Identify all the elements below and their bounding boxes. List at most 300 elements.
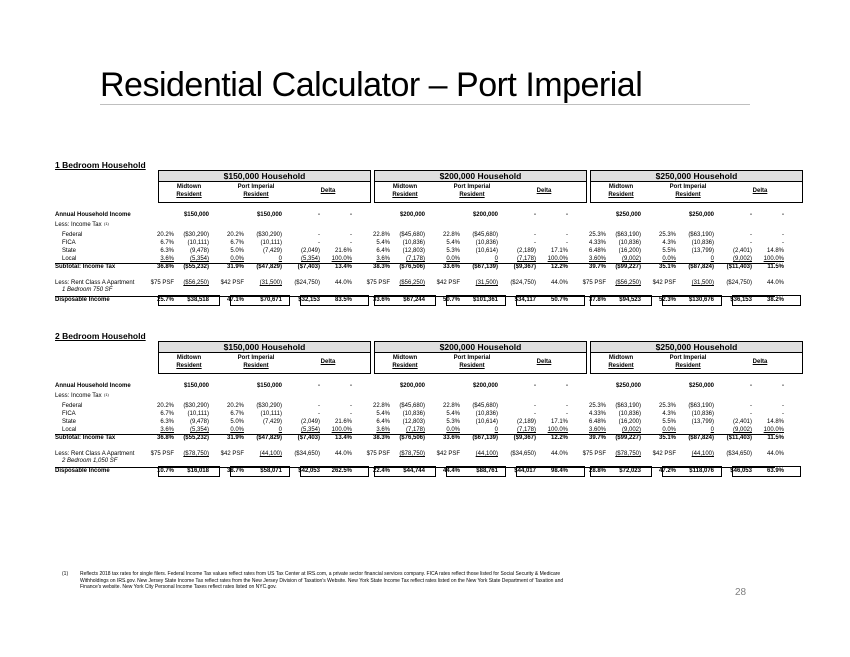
table-cell-local: 0.0% [662, 256, 676, 262]
table-cell-federal: - [782, 403, 784, 409]
table-cell-fica: 6.7% [160, 411, 174, 417]
table-cell-federal: ($63,190) [688, 232, 714, 238]
table-cell-state: 6.3% [160, 419, 174, 425]
table-cell-federal: - [318, 403, 320, 409]
table-cell-subtotal: ($87,824) [688, 435, 714, 441]
table-cell-state: 5.5% [662, 419, 676, 425]
port-imperial-header: Port Imperial [669, 184, 707, 190]
table-cell-disposable: 50.7% [442, 297, 460, 303]
table-cell-disposable: 25.7% [156, 297, 174, 303]
table-cell-local: 100.0% [331, 427, 352, 433]
table-cell-disposable: $72,023 [619, 468, 641, 474]
table-cell-state: (7,429) [262, 419, 282, 425]
table-cell-rent: ($78,750) [615, 451, 641, 457]
table-cell-disposable: 37.8% [588, 297, 606, 303]
table-cell-annual: $200,000 [472, 212, 498, 218]
port-imperial-header: Port Imperial [237, 355, 275, 361]
table-cell-state: 5.3% [446, 419, 460, 425]
table-cell-federal: 20.2% [156, 403, 174, 409]
port-imperial-header: Port Imperial [453, 355, 491, 361]
table-cell-subtotal: ($11,403) [726, 264, 752, 270]
table-cell-state: (2,049) [300, 419, 320, 425]
table-cell-local: 0 [494, 256, 498, 262]
table-cell-state: 17.1% [550, 248, 568, 254]
table-cell-local: 100.0% [547, 256, 568, 262]
row-label: FICA [62, 240, 76, 246]
table-cell-subtotal: ($76,506) [399, 435, 425, 441]
table-cell-local: 3.6% [160, 427, 174, 433]
title-divider [100, 104, 750, 105]
table-cell-disposable: $32,153 [298, 297, 320, 303]
table-cell-fica: - [782, 411, 784, 417]
table-cell-fica: 6.7% [160, 240, 174, 246]
table-cell-federal: ($30,290) [256, 232, 282, 238]
delta-header: Delta [320, 188, 336, 194]
table-cell-fica: - [750, 240, 752, 246]
table-cell-annual: $250,000 [688, 212, 714, 218]
table-cell-local: 100.0% [763, 427, 784, 433]
table-cell-disposable: 33.6% [372, 297, 390, 303]
group-header: $250,000 Household [590, 341, 803, 353]
table-cell-annual: - [782, 383, 784, 389]
disposable-box-port [230, 466, 290, 477]
table-cell-fica: 5.4% [376, 411, 390, 417]
table-cell-state: 21.6% [334, 248, 352, 254]
table-cell-federal: 22.8% [442, 232, 460, 238]
table-cell-rent: $42 PSF [220, 451, 244, 457]
table-cell-local: 3.6% [376, 427, 390, 433]
table-cell-subtotal: 33.6% [442, 264, 460, 270]
table-cell-federal: ($45,680) [472, 403, 498, 409]
table-cell-subtotal: ($99,227) [615, 264, 641, 270]
table-cell-local: 0 [710, 256, 714, 262]
group-header: $200,000 Household [374, 341, 587, 353]
table-cell-federal: 25.3% [658, 403, 676, 409]
table-cell-rent: ($24,750) [510, 280, 536, 286]
table-cell-annual: - [566, 383, 568, 389]
row-label: Local [62, 427, 77, 433]
footnote-ref: (1) [104, 221, 109, 226]
table-cell-local: 0.0% [662, 427, 676, 433]
table-cell-rent: (31,500) [475, 280, 498, 286]
table-cell-fica: - [534, 411, 536, 417]
table-cell-state: (12,803) [402, 419, 425, 425]
table-cell-state: (10,614) [475, 419, 498, 425]
group-header: $150,000 Household [158, 341, 371, 353]
table-cell-federal: ($45,680) [399, 403, 425, 409]
table-cell-local: 0 [278, 256, 282, 262]
table-cell-disposable: $44,017 [514, 468, 536, 474]
table-cell-federal: ($45,680) [472, 232, 498, 238]
table-cell-annual: $150,000 [183, 212, 209, 218]
table-cell-disposable: 22.4% [372, 468, 390, 474]
table-cell-annual: $250,000 [615, 383, 641, 389]
table-cell-annual: $250,000 [615, 212, 641, 218]
port-imperial-header: Port Imperial [453, 184, 491, 190]
row-label: Annual Household Income [55, 212, 131, 218]
table-cell-state: 6.48% [588, 248, 606, 254]
resident-header: Resident [176, 192, 202, 198]
table-cell-local: (9,002) [621, 256, 641, 262]
midtown-header: Midtown [176, 355, 202, 361]
table-cell-fica: (10,111) [260, 411, 282, 417]
table-cell-annual: $150,000 [183, 383, 209, 389]
table-cell-rent: $75 PSF [366, 280, 390, 286]
table-cell-local: 0 [278, 427, 282, 433]
table-cell-subtotal: ($11,403) [726, 435, 752, 441]
table-cell-subtotal: 31.9% [226, 264, 244, 270]
table-cell-subtotal: 36.8% [156, 435, 174, 441]
table-cell-federal: ($30,290) [256, 403, 282, 409]
footnote-ref: (1) [104, 392, 109, 397]
table-cell-rent: $75 PSF [366, 451, 390, 457]
table-cell-fica: - [534, 240, 536, 246]
table-cell-annual: - [566, 212, 568, 218]
table-cell-subtotal: 35.1% [658, 435, 676, 441]
table-cell-rent: 44.0% [334, 280, 352, 286]
table-cell-federal: ($30,290) [183, 403, 209, 409]
disposable-box-midtown [590, 295, 652, 306]
table-cell-subtotal: ($7,403) [297, 435, 320, 441]
midtown-header: Midtown [392, 184, 418, 190]
table-cell-federal: - [350, 232, 352, 238]
table-cell-fica: 4.3% [662, 411, 676, 417]
table-cell-rent: 44.0% [766, 280, 784, 286]
row-label: Federal [62, 232, 83, 238]
table-cell-rent: ($34,650) [726, 451, 752, 457]
table-cell-local: (7,178) [405, 427, 425, 433]
table-cell-state: (16,200) [618, 419, 641, 425]
disposable-box-port [446, 295, 506, 306]
table-cell-fica: (10,836) [618, 240, 641, 246]
table-cell-fica: (10,836) [475, 240, 498, 246]
table-cell-local: (7,178) [516, 427, 536, 433]
delta-header: Delta [536, 188, 552, 194]
table-cell-subtotal: 35.1% [658, 264, 676, 270]
table-cell-fica: 6.7% [230, 240, 244, 246]
disposable-box-delta [732, 295, 801, 306]
table-cell-disposable: $130,676 [688, 297, 714, 303]
table-cell-rent: $42 PSF [652, 280, 676, 286]
table-cell-disposable: 52.3% [658, 297, 676, 303]
table-cell-rent: ($24,750) [294, 280, 320, 286]
table-cell-state: (2,049) [300, 248, 320, 254]
disposable-box-midtown [374, 295, 436, 306]
table-cell-federal: - [534, 403, 536, 409]
table-cell-rent: $75 PSF [150, 280, 174, 286]
table-cell-local: 3.60% [588, 427, 606, 433]
table-cell-fica: - [750, 411, 752, 417]
table-cell-disposable: $58,071 [260, 468, 282, 474]
table-cell-rent: ($56,250) [615, 280, 641, 286]
table-cell-fica: - [782, 240, 784, 246]
table-cell-state: 21.6% [334, 419, 352, 425]
footnote-marker: (1) [62, 571, 69, 577]
table-cell-subtotal: 12.2% [550, 264, 568, 270]
table-cell-federal: ($63,190) [688, 403, 714, 409]
table-cell-federal: - [350, 403, 352, 409]
table-cell-subtotal: ($76,506) [399, 264, 425, 270]
table-cell-state: (7,429) [262, 248, 282, 254]
table-cell-local: 0 [494, 427, 498, 433]
midtown-header: Midtown [608, 355, 634, 361]
table-cell-state: 6.4% [376, 419, 390, 425]
table-cell-fica: (10,836) [475, 411, 498, 417]
table-cell-fica: (10,836) [402, 411, 425, 417]
table-cell-subtotal: 11.5% [767, 264, 784, 270]
table-cell-federal: ($63,190) [615, 232, 641, 238]
table-cell-subtotal: 31.9% [226, 435, 244, 441]
table-cell-local: 0.0% [230, 427, 244, 433]
resident-header: Resident [243, 363, 269, 369]
table-cell-subtotal: ($9,367) [513, 264, 536, 270]
table-cell-state: 5.0% [230, 248, 244, 254]
table-cell-state: (13,799) [691, 419, 714, 425]
resident-header: Resident [675, 192, 701, 198]
group-header: $200,000 Household [374, 170, 587, 182]
section-title: 2 Bedroom Household [55, 331, 146, 341]
midtown-header: Midtown [608, 184, 634, 190]
table-cell-rent: ($78,750) [399, 451, 425, 457]
row-label: Subtotal: Income Tax [55, 435, 116, 441]
table-cell-disposable: $34,117 [514, 297, 536, 303]
table-cell-rent: ($34,650) [510, 451, 536, 457]
table-cell-local: (5,354) [300, 256, 320, 262]
table-cell-rent: (44,100) [475, 451, 498, 457]
table-cell-disposable: $118,076 [689, 468, 714, 474]
table-cell-rent: (31,500) [259, 280, 282, 286]
table-cell-federal: 22.8% [372, 232, 390, 238]
table-cell-rent: $75 PSF [582, 451, 606, 457]
table-cell-disposable: 47.2% [658, 468, 676, 474]
disposable-box-midtown [158, 466, 220, 477]
table-cell-rent: ($34,650) [294, 451, 320, 457]
row-label: Subtotal: Income Tax [55, 264, 116, 270]
table-cell-fica: (10,836) [691, 411, 714, 417]
midtown-header: Midtown [176, 184, 202, 190]
table-cell-subtotal: ($67,139) [472, 435, 498, 441]
delta-header: Delta [536, 359, 552, 365]
resident-header: Resident [459, 192, 485, 198]
table-cell-annual: - [318, 383, 320, 389]
table-cell-subtotal: 36.8% [156, 264, 174, 270]
table-cell-fica: - [566, 240, 568, 246]
table-cell-annual: - [782, 212, 784, 218]
table-cell-state: (16,200) [618, 248, 641, 254]
table-cell-subtotal: 38.3% [372, 435, 390, 441]
table-cell-disposable: $42,053 [298, 468, 320, 474]
table-cell-disposable: 50.7% [550, 297, 568, 303]
resident-header: Resident [675, 363, 701, 369]
unit-size-label: 1 Bedroom 750 SF [62, 287, 113, 293]
table-cell-disposable: 262.5% [331, 468, 352, 474]
table-cell-subtotal: 33.6% [442, 435, 460, 441]
table-cell-local: 100.0% [547, 427, 568, 433]
table-cell-federal: 25.3% [588, 403, 606, 409]
table-cell-disposable: 10.7% [156, 468, 174, 474]
row-label: Disposable Income [55, 468, 110, 474]
row-label: Disposable Income [55, 297, 110, 303]
table-cell-rent: 44.0% [550, 451, 568, 457]
table-cell-fica: 5.4% [376, 240, 390, 246]
row-label-less-tax: Less: Income Tax [55, 393, 102, 399]
table-cell-fica: - [318, 240, 320, 246]
table-cell-annual: $200,000 [472, 383, 498, 389]
table-cell-state: 5.0% [230, 419, 244, 425]
table-cell-local: (7,178) [405, 256, 425, 262]
table-cell-local: 0.0% [230, 256, 244, 262]
table-cell-annual: $200,000 [399, 383, 425, 389]
delta-header: Delta [752, 188, 768, 194]
table-cell-subtotal: 12.2% [550, 435, 568, 441]
section-title: 1 Bedroom Household [55, 160, 146, 170]
table-cell-local: (5,354) [189, 256, 209, 262]
group-header: $150,000 Household [158, 170, 371, 182]
table-cell-subtotal: 13.4% [334, 264, 352, 270]
disposable-box-port [230, 295, 290, 306]
row-label: Local [62, 256, 77, 262]
table-cell-disposable: $101,361 [472, 297, 498, 303]
table-cell-state: 14.8% [766, 419, 784, 425]
table-cell-rent: ($56,250) [183, 280, 209, 286]
table-cell-local: (9,002) [621, 427, 641, 433]
table-cell-subtotal: ($7,403) [297, 264, 320, 270]
table-cell-fica: 4.3% [662, 240, 676, 246]
table-cell-state: (2,189) [516, 248, 536, 254]
table-cell-subtotal: 11.5% [767, 435, 784, 441]
page-title: Residential Calculator – Port Imperial [100, 66, 643, 104]
table-cell-fica: 5.4% [446, 411, 460, 417]
resident-header: Resident [392, 192, 418, 198]
footnote-line: Reflects 2018 tax rates for single filers. Federal Income Tax values reflect rates from US Tax Center at IRS.com, a private sector financial services company. FICA rates reflect those listed for Social Security & Medicare [80, 571, 561, 577]
table-cell-rent: (44,100) [691, 451, 714, 457]
table-cell-local: (7,178) [516, 256, 536, 262]
table-cell-fica: 6.7% [230, 411, 244, 417]
table-cell-fica: - [566, 411, 568, 417]
table-cell-subtotal: ($55,232) [183, 264, 209, 270]
table-cell-federal: 25.3% [658, 232, 676, 238]
disposable-box-delta [732, 466, 801, 477]
table-cell-rent: ($24,750) [726, 280, 752, 286]
table-cell-fica: 4.33% [588, 411, 606, 417]
port-imperial-header: Port Imperial [237, 184, 275, 190]
table-cell-annual: $150,000 [256, 383, 282, 389]
table-cell-subtotal: ($9,367) [513, 435, 536, 441]
table-cell-rent: $75 PSF [150, 451, 174, 457]
table-cell-rent: ($78,750) [183, 451, 209, 457]
unit-size-label: 2 Bedroom 1,050 SF [62, 458, 118, 464]
table-cell-subtotal: ($47,829) [256, 264, 282, 270]
disposable-box-midtown [158, 295, 220, 306]
table-cell-fica: (10,111) [187, 411, 209, 417]
table-cell-local: 0.0% [446, 427, 460, 433]
table-cell-local: (5,354) [300, 427, 320, 433]
row-label: Less: Rent Class A Apartment [55, 451, 135, 457]
delta-header: Delta [320, 359, 336, 365]
table-cell-rent: $75 PSF [582, 280, 606, 286]
table-cell-subtotal: ($67,139) [472, 264, 498, 270]
table-cell-disposable: $88,761 [476, 468, 498, 474]
table-cell-annual: - [534, 212, 536, 218]
table-cell-disposable: $67,244 [403, 297, 425, 303]
table-cell-disposable: 83.5% [334, 297, 352, 303]
table-cell-state: 6.4% [376, 248, 390, 254]
table-cell-disposable: $38,518 [187, 297, 209, 303]
table-cell-federal: 22.8% [442, 403, 460, 409]
row-label-less-tax: Less: Income Tax [55, 222, 102, 228]
row-label: FICA [62, 411, 76, 417]
resident-header: Resident [608, 192, 634, 198]
row-label: State [62, 248, 77, 254]
table-cell-rent: 44.0% [766, 451, 784, 457]
table-cell-state: 6.48% [588, 419, 606, 425]
table-cell-disposable: 44.4% [442, 468, 460, 474]
port-imperial-header: Port Imperial [669, 355, 707, 361]
table-cell-annual: - [534, 383, 536, 389]
table-cell-disposable: 28.8% [588, 468, 606, 474]
table-cell-federal: - [750, 232, 752, 238]
table-cell-subtotal: ($87,824) [688, 264, 714, 270]
resident-header: Resident [176, 363, 202, 369]
table-cell-fica: (10,836) [691, 240, 714, 246]
table-cell-annual: - [750, 383, 752, 389]
resident-header: Resident [392, 363, 418, 369]
table-cell-annual: - [750, 212, 752, 218]
table-cell-local: (9,002) [732, 427, 752, 433]
table-cell-disposable: 47.1% [226, 297, 244, 303]
table-cell-rent: 44.0% [334, 451, 352, 457]
row-label: State [62, 419, 77, 425]
resident-header: Resident [459, 363, 485, 369]
table-cell-local: 3.60% [588, 256, 606, 262]
table-cell-local: 3.6% [376, 256, 390, 262]
table-cell-local: 100.0% [331, 256, 352, 262]
table-cell-disposable: $94,523 [619, 297, 641, 303]
table-cell-local: (5,354) [189, 427, 209, 433]
resident-header: Resident [243, 192, 269, 198]
table-cell-disposable: $16,018 [187, 468, 209, 474]
disposable-box-port [662, 295, 722, 306]
table-cell-federal: ($30,290) [183, 232, 209, 238]
table-cell-annual: - [350, 212, 352, 218]
table-cell-disposable: 98.4% [550, 468, 568, 474]
table-cell-state: 14.8% [766, 248, 784, 254]
table-cell-annual: - [318, 212, 320, 218]
table-cell-disposable: $36,153 [730, 297, 752, 303]
group-header: $250,000 Household [590, 170, 803, 182]
table-cell-rent: (31,500) [691, 280, 714, 286]
table-cell-annual: $200,000 [399, 212, 425, 218]
table-cell-state: (12,803) [402, 248, 425, 254]
table-cell-annual: $150,000 [256, 212, 282, 218]
midtown-header: Midtown [392, 355, 418, 361]
table-cell-fica: (10,111) [260, 240, 282, 246]
table-cell-disposable: $46,053 [730, 468, 752, 474]
table-cell-federal: 20.2% [226, 232, 244, 238]
table-cell-state: 5.3% [446, 248, 460, 254]
table-cell-state: (9,478) [189, 419, 209, 425]
table-cell-fica: 4.33% [588, 240, 606, 246]
table-cell-rent: (44,100) [259, 451, 282, 457]
disposable-box-midtown [590, 466, 652, 477]
table-cell-state: 17.1% [550, 419, 568, 425]
table-cell-fica: 5.4% [446, 240, 460, 246]
table-cell-local: 100.0% [763, 256, 784, 262]
table-cell-local: 3.6% [160, 256, 174, 262]
table-cell-federal: ($63,190) [615, 403, 641, 409]
table-cell-federal: 20.2% [156, 232, 174, 238]
table-cell-subtotal: 38.3% [372, 264, 390, 270]
